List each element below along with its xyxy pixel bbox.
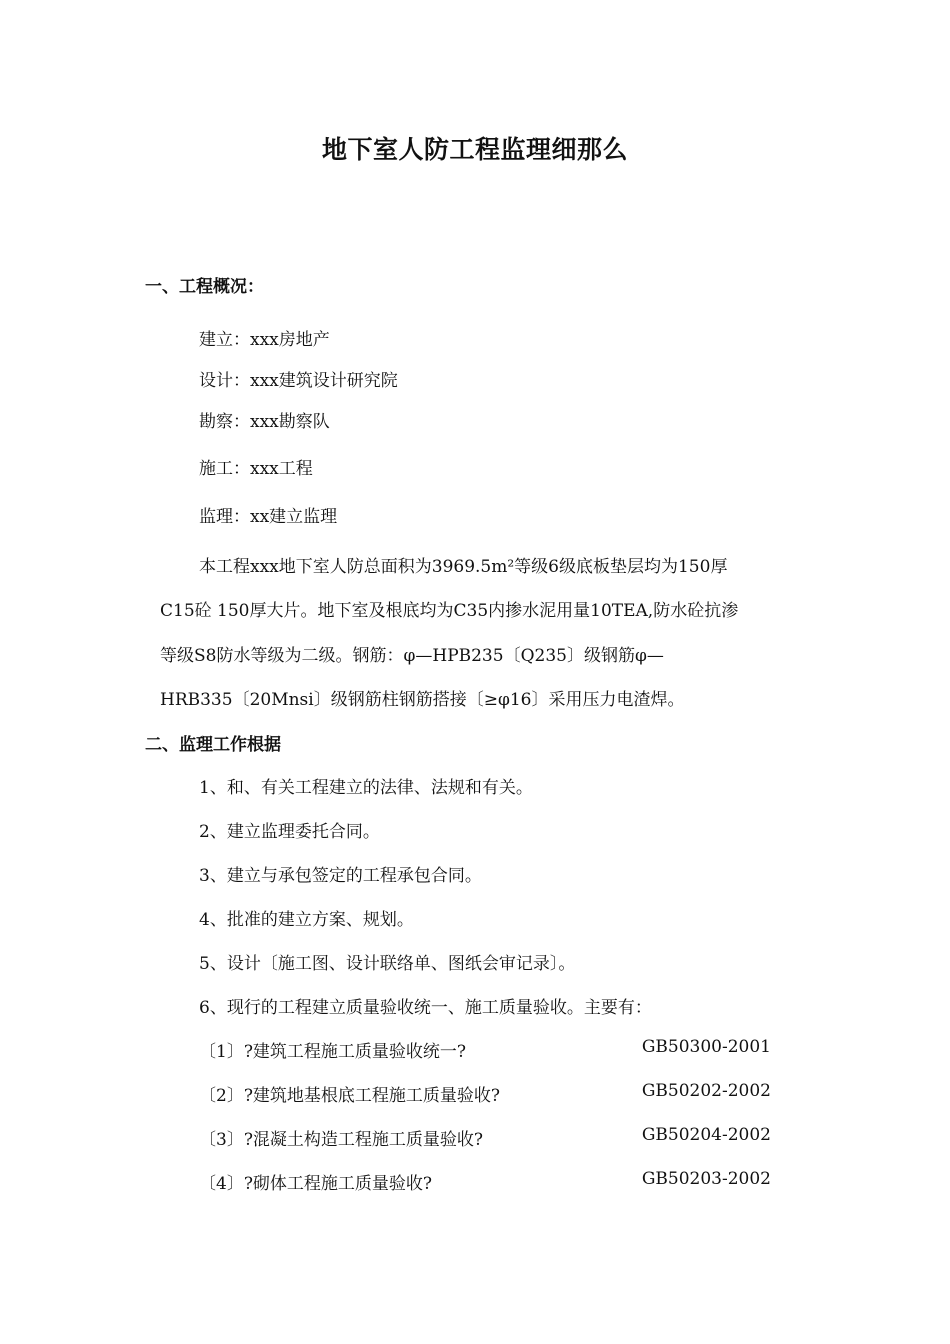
standard-name: 〔2〕?建筑地基根底工程施工质量验收? bbox=[199, 1086, 501, 1106]
basis-item-6: 6、现行的工程建立质量验收统一、施工质量验收。主要有： bbox=[199, 998, 652, 1018]
party-builder: 施工：xxx工程 bbox=[199, 459, 313, 479]
overview-line-1: 本工程xxx地下室人防总面积为3969.5m²等级6级底板垫层均为150厚 bbox=[199, 557, 728, 577]
basis-item-2: 2、建立监理委托合同。 bbox=[199, 822, 380, 842]
party-construction: 建立：xxx房地产 bbox=[199, 330, 330, 350]
standard-code: GB50203-2002 bbox=[641, 1169, 771, 1189]
standard-name: 〔1〕?建筑工程施工质量验收统一? bbox=[199, 1042, 467, 1062]
basis-item-5: 5、设计〔施工图、设计联络单、图纸会审记录〕。 bbox=[199, 954, 576, 974]
party-design: 设计：xxx建筑设计研究院 bbox=[199, 371, 398, 391]
section-heading-overview: 一、工程概况： bbox=[145, 277, 264, 297]
basis-item-1: 1、和、有关工程建立的法律、法规和有关。 bbox=[199, 778, 533, 798]
section-heading-basis: 二、监理工作根据 bbox=[145, 735, 281, 755]
overview-line-3: 等级S8防水等级为二级。钢筋：φ—HPB235〔Q235〕级钢筋φ— bbox=[160, 646, 664, 666]
standard-code: GB50300-2001 bbox=[641, 1037, 771, 1057]
standard-name: 〔4〕?砌体工程施工质量验收? bbox=[199, 1174, 433, 1194]
party-survey: 勘察：xxx勘察队 bbox=[199, 412, 330, 432]
basis-item-3: 3、建立与承包签定的工程承包合同。 bbox=[199, 866, 482, 886]
overview-line-2: C15砼 150厚大片。地下室及根底均为C35内掺水泥用量10TEA,防水砼抗渗 bbox=[160, 601, 739, 621]
overview-line-4: HRB335〔20Mnsi〕级钢筋柱钢筋搭接〔≥φ16〕采用压力电渣焊。 bbox=[160, 690, 685, 710]
standard-code: GB50202-2002 bbox=[641, 1081, 771, 1101]
party-supervision: 监理：xx建立监理 bbox=[199, 507, 338, 527]
standard-name: 〔3〕?混凝土构造工程施工质量验收? bbox=[199, 1130, 484, 1150]
document-title: 地下室人防工程监理细那么 bbox=[321, 135, 628, 164]
basis-item-4: 4、批准的建立方案、规划。 bbox=[199, 910, 414, 930]
standard-code: GB50204-2002 bbox=[641, 1125, 771, 1145]
